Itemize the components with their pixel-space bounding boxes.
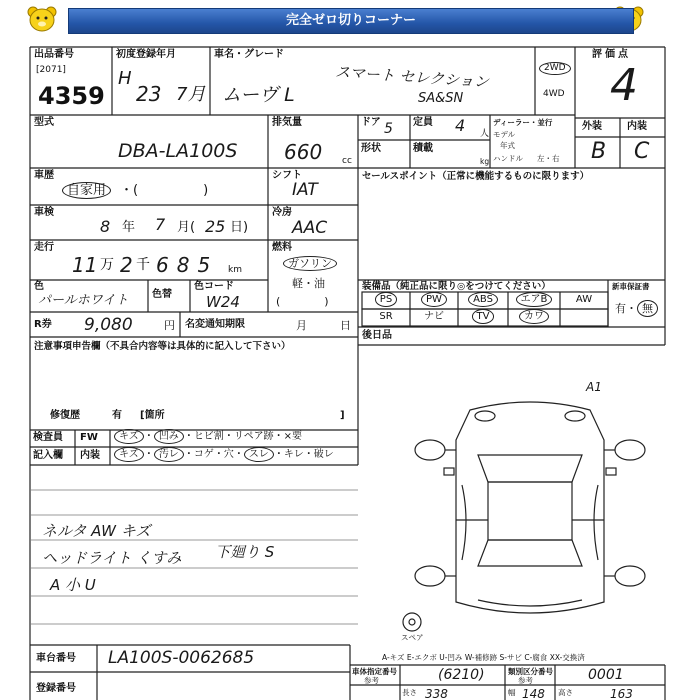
height-label: 高さ — [558, 688, 573, 697]
model-grade: スマート セレクション — [334, 62, 490, 92]
interior-item: スレ — [244, 447, 274, 462]
displacement-label: 排気量 — [272, 117, 302, 128]
interior-check-label: 内装 — [80, 450, 100, 461]
length-value: 338 — [425, 687, 448, 700]
interior-item: 破レ — [313, 449, 334, 460]
damage-mark: A1 — [586, 380, 602, 394]
capacity-value: 4 — [455, 116, 466, 135]
fuel-line3: ( ) — [276, 295, 329, 308]
model-label: 車名・グレード — [214, 49, 284, 60]
capacity-unit: 人 — [480, 129, 490, 139]
color-code-label: 色コード — [194, 281, 234, 292]
history-other: ・( ) — [120, 183, 209, 198]
shift-label: シフト — [272, 170, 302, 181]
aircon-label: 冷房 — [272, 207, 292, 218]
score-value: 4 — [610, 60, 638, 111]
chassis-label: 車台番号 — [36, 653, 76, 664]
lot-label: 出品番号 — [34, 49, 74, 60]
mileage-sen-unit: 千 — [136, 257, 150, 273]
type-label: 型式 — [34, 117, 54, 128]
fw-items: キズ ・ 凹み ・ヒビ割・リペア跡・×要 — [114, 432, 302, 442]
length-label: 長さ — [402, 688, 417, 697]
fuel-line2: 軽・油 — [292, 277, 325, 290]
recycle-value: 9,080 — [84, 315, 133, 335]
width-value: 148 — [522, 687, 545, 700]
door-label: ドア — [361, 117, 381, 128]
sales-point-label: セールスポイント（正常に機能するものに限ります） — [362, 171, 590, 182]
fw-item: 凹み — [154, 429, 184, 444]
repair-history-label: 修復歴 — [50, 410, 80, 421]
mileage-label: 走行 — [34, 242, 54, 253]
mileage-rest: 685 — [156, 253, 219, 277]
capacity-label: 定員 — [413, 117, 433, 128]
height-value: 163 — [610, 687, 633, 700]
name-change-month: 月 — [296, 319, 307, 332]
interior-item: 汚レ — [154, 447, 184, 462]
equipment-item: PS — [363, 295, 409, 305]
first-reg-year: 23 — [136, 82, 162, 106]
displacement-unit: cc — [342, 156, 352, 166]
class-value: 0001 — [588, 667, 624, 683]
color-label: 色 — [34, 281, 44, 292]
displacement-value: 660 — [284, 140, 323, 164]
repair-history-value: 有 — [112, 410, 122, 421]
cert-value: (6210) — [438, 667, 485, 683]
interior-value: C — [634, 139, 650, 164]
width-label: 幅 — [508, 688, 516, 697]
inspection-month: 7 — [155, 215, 166, 234]
lot-sub: [2071] — [36, 65, 66, 75]
warranty-value: 有・ 無 — [615, 303, 658, 314]
class-label: 類別区分番号 — [508, 667, 553, 676]
inspection-day-unit: 日) — [230, 220, 249, 235]
dealer-label: ディーラー・並行 — [493, 118, 553, 127]
interior-items: キズ ・ 汚レ ・コゲ・穴・ スレ ・キレ・破レ — [114, 450, 334, 460]
dealer-model-label: モデル — [493, 130, 516, 139]
name-change-day: 日 — [340, 319, 351, 332]
repair-place-close: ] — [340, 410, 345, 421]
fw-item: リペア跡 — [233, 431, 274, 442]
equipment-item: SR — [379, 311, 393, 322]
model-grade-2: SA&SN — [418, 91, 464, 106]
equipment-item: PW — [411, 295, 457, 305]
chassis-value: LA100S-0062685 — [108, 648, 255, 668]
exterior-value: B — [591, 139, 607, 164]
fw-label: FW — [80, 432, 98, 443]
equipment-label: 装備品（純正品に限り◎をつけてください） — [362, 281, 551, 292]
handwritten-note: A 小 U — [50, 576, 96, 594]
drive-4wd: 4WD — [543, 89, 565, 99]
mileage-man: 11 — [72, 253, 98, 277]
handle-label: ハンドル — [493, 154, 523, 163]
exterior-label: 外装 — [582, 121, 602, 132]
color-code-value: W24 — [206, 293, 240, 311]
color-value: パールホワイト — [38, 293, 129, 308]
fuel-value: ガソリン — [283, 256, 337, 271]
recycle-unit: 円 — [164, 319, 175, 332]
equipment-item: AW — [575, 294, 593, 305]
mileage-man-unit: 万 — [100, 257, 114, 273]
handwritten-note: ヘッドライト くすみ — [42, 549, 182, 567]
interior-item: キズ — [114, 447, 144, 462]
interior-item: コゲ — [193, 449, 214, 460]
handwritten-note: ネルタ AW キズ — [42, 522, 151, 540]
history-value: 自家用 — [62, 182, 111, 199]
header-title: 完全ゼロ切りコーナー — [68, 8, 634, 34]
equipment-item: カワ — [511, 312, 557, 322]
shape-label: 形状 — [361, 143, 381, 154]
mileage-sen: 2 — [120, 253, 133, 277]
first-reg-month: 7月 — [176, 84, 206, 105]
fuel-label: 燃料 — [272, 242, 292, 253]
handwritten-note: 下廻り S — [215, 543, 275, 561]
inspection-day: 25 — [205, 217, 226, 236]
dealer-year-label: 年式 — [500, 141, 515, 150]
fw-item: ×要 — [283, 431, 303, 442]
inspection-label: 車検 — [34, 207, 54, 218]
interior-item: キレ — [283, 449, 304, 460]
door-value: 5 — [384, 121, 393, 137]
inspection-year-unit: 年 — [122, 220, 136, 235]
color-change-label: 色替 — [152, 289, 172, 300]
mileage-unit: km — [228, 265, 242, 275]
cert-sub: 参考 — [364, 676, 379, 685]
load-label: 積載 — [413, 143, 433, 154]
aircon-value: AAC — [292, 218, 328, 238]
interior-item: 穴 — [223, 449, 234, 460]
cert-label: 車体指定番号 — [352, 667, 397, 676]
score-label: 評価点 — [592, 49, 631, 60]
spare-label: スペア — [401, 633, 424, 642]
fw-item: キズ — [114, 429, 144, 444]
first-reg-era: H — [118, 68, 132, 89]
load-unit: kg — [480, 157, 490, 166]
warranty-yes: 有 — [615, 302, 626, 315]
notes-label: 注意事項申告欄（不具合内容等は具体的に記入して下さい） — [34, 341, 291, 352]
equipment-item: ABS — [460, 295, 506, 305]
shift-value: IAT — [292, 180, 318, 200]
equipment-item: ナビ — [424, 311, 444, 322]
type-value: DBA-LA100S — [118, 140, 238, 162]
recycle-label: R券 — [34, 319, 52, 330]
handle-options: 左・右 — [537, 154, 560, 163]
name-change-label: 名変通知期限 — [185, 319, 245, 330]
lot-number: 4359 — [38, 82, 105, 110]
warranty-label: 新車保証書 — [612, 282, 650, 291]
inspector-label: 検査員 — [33, 432, 63, 443]
drive-2wd: 2WD — [539, 62, 571, 75]
class-sub: 参考 — [518, 676, 533, 685]
entry-label: 記入欄 — [33, 450, 63, 461]
equipment-item: エアB — [511, 295, 557, 305]
registration-label: 登録番号 — [36, 683, 76, 694]
inspection-month-unit: 月( — [177, 220, 196, 235]
inspection-year: 8 — [100, 217, 111, 236]
damage-legend: A-キズ E-エクボ U-凹み W-補修跡 S-サビ C-腐食 XX-交換済 — [382, 653, 585, 662]
later-items-label: 後日品 — [362, 330, 392, 341]
warranty-no: 無 — [637, 300, 658, 317]
repair-place-label: [箇所 — [140, 410, 165, 421]
interior-label: 内装 — [627, 121, 647, 132]
model-name: ムーヴ L — [222, 84, 295, 106]
history-label: 車歴 — [34, 170, 54, 181]
first-reg-label: 初度登録年月 — [116, 49, 176, 60]
equipment-item: TV — [460, 312, 506, 322]
fw-item: ヒビ割 — [193, 431, 224, 442]
